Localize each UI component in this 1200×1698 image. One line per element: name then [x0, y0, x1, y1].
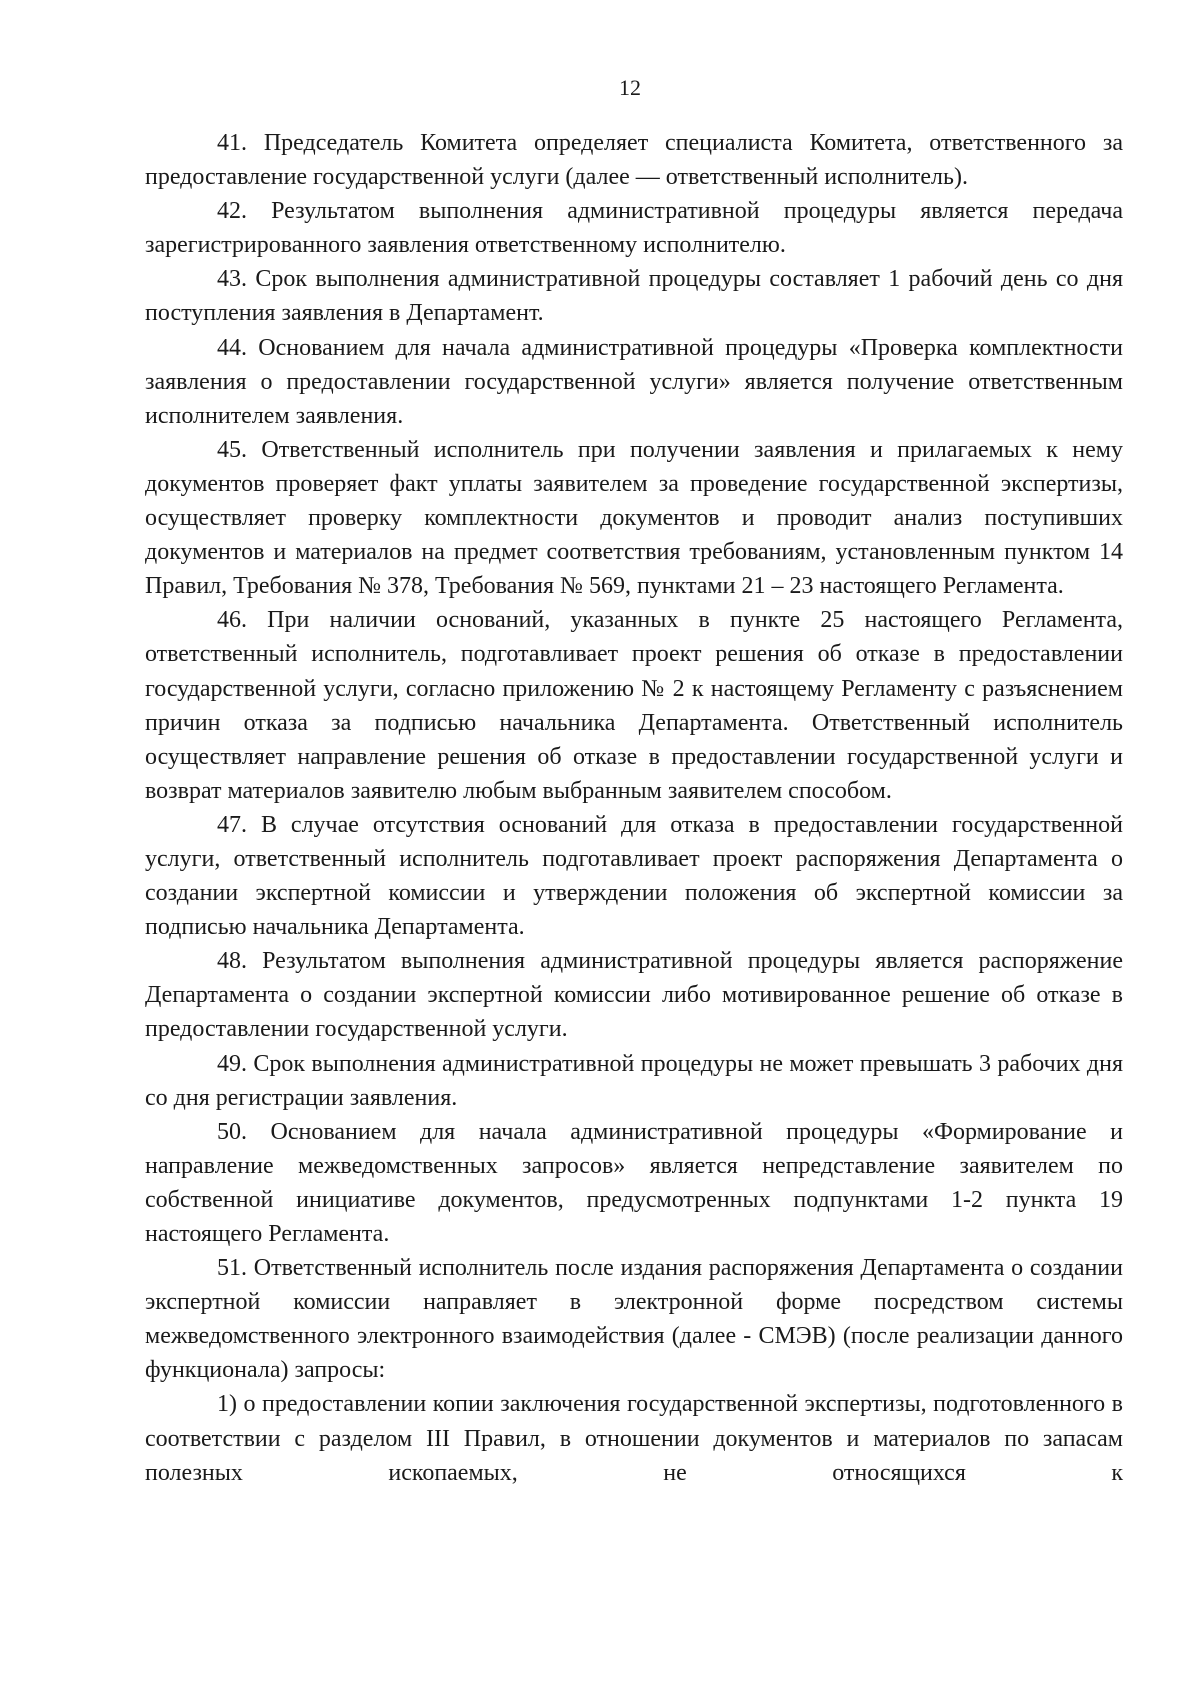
- paragraph-49: 49. Срок выполнения административной процедуры не может превышать 3 рабочих дня со дня регистрации заявления.: [145, 1050, 1123, 1111]
- paragraph-48: 48. Результатом выполнения административной процедуры является распоряжение Департамента о создании экспертной комиссии либо мотивированное решение об отказе в предоставлении государственной услуги.: [145, 948, 1123, 1043]
- page-number: 12: [619, 75, 641, 100]
- paragraph-51: 51. Ответственный исполнитель после издания распоряжения Департамента о создании экспертной комиссии направляет в электронной форме посредством системы межведомственного электронного взаимодействия (далее - СМЭВ) (после реализации данного функционала) запросы:: [145, 1255, 1123, 1384]
- paragraph-45: 45. Ответственный исполнитель при получении заявления и прилагаемых к нему документов проверяет факт уплаты заявителем за проведение государственной экспертизы, осуществляет проверку комплектности документов и проводит анализ поступивших документов и материалов на предмет соответствия требованиям, установленным пунктом 14 Правил, Требования № 378, Требования № 569, пунктами 21 – 23 настоящего Регламента.: [145, 436, 1123, 600]
- paragraph-42: 42. Результатом выполнения административной процедуры является передача зарегистрированного заявления ответственному исполнителю.: [145, 198, 1123, 259]
- paragraph-43: 43. Срок выполнения административной процедуры составляет 1 рабочий день со дня поступления заявления в Департамент.: [145, 266, 1123, 327]
- paragraph-51-item-1: 1) о предоставлении копии заключения государственной экспертизы, подготовленного в соответствии с разделом III Правил, в отношении документов и материалов по запасам полезных ископаемых, не относящихся к: [145, 1391, 1123, 1486]
- paragraph-41: 41. Председатель Комитета определяет специалиста Комитета, ответственного за предоставление государственной услуги (далее — ответственный исполнитель).: [145, 130, 1123, 191]
- paragraph-44: 44. Основанием для начала административной процедуры «Проверка комплектности заявления о предоставлении государственной услуги» является получение ответственным исполнителем заявления.: [145, 334, 1123, 429]
- document-body: [145, 126, 1123, 1490]
- paragraph-47: 47. В случае отсутствия оснований для отказа в предоставлении государственной услуги, ответственный исполнитель подготавливает проект распоряжения Департамента о создании экспертной комиссии и утверждении положения об экспертной комиссии за подписью начальника Департамента.: [145, 811, 1123, 941]
- paragraph-50: 50. Основанием для начала административной процедуры «Формирование и направление межведомственных запросов» является непредставление заявителем по собственной инициативе документов, предусмотренных подпунктами 1-2 пункта 19 настоящего Регламента.: [145, 1118, 1123, 1247]
- paragraph-46: 46. При наличии оснований, указанных в пункте 25 настоящего Регламента, ответственный исполнитель, подготавливает проект решения об отказе в предоставлении государственной услуги, согласно приложению № 2 к настоящему Регламенту с разъяснением причин отказа за подписью начальника Департамента. Ответственный исполнитель осуществляет направление решения об отказе в предоставлении государственной услуги и возврат материалов заявителю любым выбранным заявителем способом.: [145, 607, 1123, 804]
